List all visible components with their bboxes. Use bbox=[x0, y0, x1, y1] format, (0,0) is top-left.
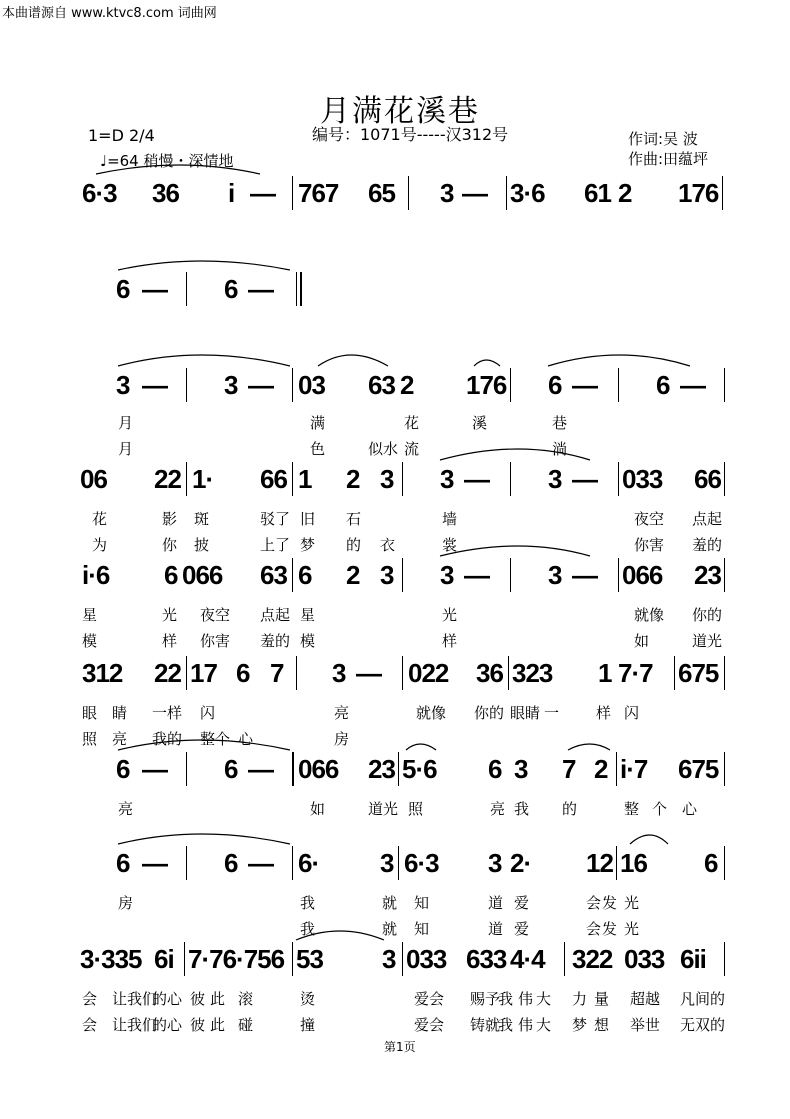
lyric-char: 羞的 bbox=[692, 536, 723, 554]
note: 066 bbox=[622, 560, 663, 590]
lyric-char: 夜空 bbox=[200, 606, 231, 624]
lyric-char: 梦 bbox=[572, 1016, 588, 1034]
note: 61 bbox=[584, 178, 611, 208]
lyric-char: 道 bbox=[488, 894, 504, 912]
note: 176 bbox=[678, 178, 719, 208]
lyric-char: 你的 bbox=[474, 704, 505, 722]
note: 2 bbox=[400, 370, 414, 400]
lyric-char: 光 bbox=[442, 606, 458, 624]
lyric-char: 如 bbox=[634, 632, 650, 650]
lyric-char: 发 bbox=[602, 920, 618, 938]
note: 6 bbox=[548, 370, 562, 400]
lyric-char: 知 bbox=[414, 894, 430, 912]
lyric-char: 爱会 bbox=[414, 1016, 445, 1034]
lyric-char: 让我们 bbox=[112, 990, 158, 1008]
lyric-char: 就像 bbox=[416, 704, 447, 722]
note: 53 bbox=[296, 944, 323, 974]
note: 3 bbox=[224, 370, 238, 400]
serial-number: 编号：1071号-----汉312号 bbox=[312, 125, 509, 144]
slur bbox=[474, 360, 500, 366]
lyric-char: 伟 bbox=[518, 990, 534, 1008]
note: 23 bbox=[694, 560, 721, 590]
slur bbox=[296, 931, 384, 940]
slur bbox=[96, 165, 260, 174]
lyric-char: 整 bbox=[624, 800, 640, 818]
note: i·7 bbox=[620, 754, 648, 784]
slur bbox=[118, 355, 290, 366]
note: 2 bbox=[594, 754, 608, 784]
note: 033 bbox=[622, 464, 663, 494]
lyric-char: 整个 bbox=[200, 730, 231, 748]
note: — bbox=[248, 848, 273, 878]
lyric-char: 的 bbox=[346, 536, 362, 554]
lyric-char: 就 bbox=[382, 920, 398, 938]
lyric-char: 照 bbox=[82, 730, 98, 748]
lyric-char: 个 bbox=[652, 800, 668, 818]
slur bbox=[440, 449, 590, 460]
lyric-char: 力 bbox=[572, 990, 588, 1008]
page-number: 第1页 bbox=[384, 1040, 416, 1054]
note: 1 bbox=[298, 464, 312, 494]
song-title: 月满花溪巷 bbox=[320, 94, 480, 129]
note: 323 bbox=[512, 658, 553, 688]
note: — bbox=[462, 178, 487, 208]
lyric-char: 会 bbox=[586, 894, 602, 912]
note: 6 bbox=[224, 848, 238, 878]
lyric-char: 的 bbox=[562, 800, 578, 818]
slur bbox=[318, 355, 388, 366]
note: 3 bbox=[440, 178, 454, 208]
lyric-char: 想 bbox=[594, 1016, 610, 1034]
note: i bbox=[228, 178, 235, 208]
lyric-char: 照 bbox=[408, 800, 424, 818]
note: — bbox=[572, 464, 597, 494]
lyric-char: 发 bbox=[602, 894, 618, 912]
lyric-char: 会 bbox=[586, 920, 602, 938]
lyric-char: 样 bbox=[162, 632, 178, 650]
lyric-char: 墙 bbox=[442, 510, 458, 528]
note: — bbox=[248, 274, 273, 304]
note: — bbox=[142, 370, 167, 400]
lyric-char: 斑 bbox=[194, 510, 210, 528]
note: 675 bbox=[678, 754, 719, 784]
lyric-char: 超越 bbox=[630, 990, 661, 1008]
lyric-char: 此 bbox=[210, 990, 226, 1008]
lyric-char: 光 bbox=[624, 894, 640, 912]
lyric-char: 巷 bbox=[552, 414, 568, 432]
note: — bbox=[572, 370, 597, 400]
slur bbox=[440, 546, 590, 556]
lyric-char: 点起 bbox=[260, 606, 291, 624]
lyric-char: 让我们 bbox=[112, 1016, 158, 1034]
lyric-char: 亮 bbox=[112, 730, 128, 748]
lyric-char: 亮 bbox=[334, 704, 350, 722]
lyric-char: 无双的 bbox=[680, 1016, 726, 1034]
note: 6 bbox=[164, 560, 178, 590]
note: 3 bbox=[440, 464, 454, 494]
lyric-char: 模 bbox=[300, 632, 316, 650]
note: 6 bbox=[298, 560, 312, 590]
lyric-char: 模 bbox=[82, 632, 98, 650]
note: 3 bbox=[488, 848, 502, 878]
lyric-char: 流 bbox=[404, 440, 420, 458]
lyric-char: 的心 bbox=[152, 1016, 183, 1034]
lyric-char: 似水 bbox=[368, 440, 399, 458]
note: — bbox=[464, 464, 489, 494]
note: 312 bbox=[82, 658, 123, 688]
lyric-char: 赐予 bbox=[470, 990, 501, 1008]
lyric-char: 亮 bbox=[118, 800, 134, 818]
lyric-char: 我 bbox=[514, 800, 530, 818]
lyricist: 作词:吴 波 bbox=[628, 130, 698, 148]
note: 3 bbox=[116, 370, 130, 400]
note: 22 bbox=[154, 464, 181, 494]
note: 2 bbox=[618, 178, 632, 208]
lyric-char: 溪 bbox=[472, 414, 488, 432]
source-header: 本曲谱源自 www.ktvc8.com 词曲网 bbox=[2, 6, 217, 21]
note: 3 bbox=[380, 848, 394, 878]
note: — bbox=[248, 754, 273, 784]
note: 3 bbox=[548, 464, 562, 494]
lyric-char: 满 bbox=[310, 414, 326, 432]
note: 6 bbox=[236, 658, 250, 688]
note: 3·335 bbox=[80, 944, 142, 974]
note: 7·7 bbox=[618, 658, 653, 688]
lyric-char: 房 bbox=[334, 730, 350, 748]
lyric-char: 大 bbox=[536, 990, 552, 1008]
note: — bbox=[464, 560, 489, 590]
note: 6 bbox=[656, 370, 670, 400]
lyric-char: 上了 bbox=[260, 536, 291, 554]
note: — bbox=[680, 370, 705, 400]
lyric-char: 你的 bbox=[692, 606, 723, 624]
note: 6 bbox=[116, 754, 130, 784]
slur bbox=[630, 835, 668, 844]
note: — bbox=[142, 754, 167, 784]
note: 03 bbox=[298, 370, 325, 400]
note: 6 bbox=[116, 848, 130, 878]
slur bbox=[568, 744, 610, 750]
note: 767 bbox=[298, 178, 339, 208]
lyric-char: 光 bbox=[624, 920, 640, 938]
lyric-char: 我 bbox=[300, 920, 316, 938]
tempo-marking: ♩=64 稍慢・深情地 bbox=[100, 152, 234, 170]
lyric-char: 彼 bbox=[190, 1016, 206, 1034]
note: 033 bbox=[624, 944, 665, 974]
lyric-char: 衣 bbox=[380, 536, 396, 554]
lyric-char: 闪 bbox=[200, 704, 216, 722]
lyric-char: 点起 bbox=[692, 510, 723, 528]
note: 6·3 bbox=[82, 178, 117, 208]
note: 5·6 bbox=[402, 754, 437, 784]
note: 66 bbox=[260, 464, 287, 494]
lyric-char: 爱 bbox=[514, 894, 530, 912]
lyric-char: 就像 bbox=[634, 606, 665, 624]
lyric-char: 旧 bbox=[300, 510, 316, 528]
note: 2· bbox=[510, 848, 532, 878]
note: — bbox=[250, 178, 275, 208]
lyric-char: 就 bbox=[382, 894, 398, 912]
note: 6ii bbox=[680, 944, 706, 974]
lyric-char: 羞的 bbox=[260, 632, 291, 650]
note: 066 bbox=[182, 560, 223, 590]
slur bbox=[118, 261, 290, 270]
lyric-char: 爱会 bbox=[414, 990, 445, 1008]
note: 6 bbox=[116, 274, 130, 304]
lyric-char: 月 bbox=[118, 440, 134, 458]
lyric-char: 我 bbox=[498, 990, 514, 1008]
note: i·6 bbox=[82, 560, 110, 590]
note: 7·76·756 bbox=[188, 944, 285, 974]
note: — bbox=[248, 370, 273, 400]
lyric-char: 的心 bbox=[152, 990, 183, 1008]
note: 3 bbox=[440, 560, 454, 590]
note: 3·6 bbox=[510, 178, 545, 208]
lyric-char: 知 bbox=[414, 920, 430, 938]
note: 22 bbox=[154, 658, 181, 688]
lyric-char: 睛 bbox=[112, 704, 128, 722]
lyric-char: 样 bbox=[596, 704, 612, 722]
lyric-char: 夜空 bbox=[634, 510, 665, 528]
lyric-char: 道 bbox=[488, 920, 504, 938]
lyric-char: 闪 bbox=[624, 704, 640, 722]
note: 3 bbox=[380, 464, 394, 494]
lyric-char: 道光 bbox=[692, 632, 723, 650]
note: 2 bbox=[346, 464, 360, 494]
note: 3 bbox=[382, 944, 396, 974]
lyric-char: 量 bbox=[594, 990, 610, 1008]
lyric-char: 举世 bbox=[630, 1016, 661, 1034]
lyric-char: 你害 bbox=[634, 536, 665, 554]
slur bbox=[406, 744, 436, 750]
note: 63 bbox=[260, 560, 287, 590]
lyric-char: 凡间的 bbox=[680, 990, 726, 1008]
lyric-char: 淌 bbox=[552, 440, 568, 458]
note: 06 bbox=[80, 464, 107, 494]
note: 6·3 bbox=[404, 848, 439, 878]
lyric-char: 会 bbox=[82, 1016, 98, 1034]
note: 66 bbox=[694, 464, 721, 494]
lyric-char: 大 bbox=[536, 1016, 552, 1034]
lyric-char: 你 bbox=[162, 536, 178, 554]
lyric-char: 心 bbox=[682, 800, 698, 818]
note: 3 bbox=[548, 560, 562, 590]
note: — bbox=[142, 848, 167, 878]
slur bbox=[118, 740, 290, 750]
note: 3 bbox=[380, 560, 394, 590]
lyric-char: 披 bbox=[194, 536, 210, 554]
note: — bbox=[142, 274, 167, 304]
note: 6 bbox=[488, 754, 502, 784]
note: 7 bbox=[562, 754, 576, 784]
lyric-char: 伟 bbox=[518, 1016, 534, 1034]
lyric-char: 裳 bbox=[442, 536, 458, 554]
lyric-char: 我 bbox=[300, 894, 316, 912]
note: 3 bbox=[332, 658, 346, 688]
lyric-char: 石 bbox=[346, 510, 362, 528]
note: 675 bbox=[678, 658, 719, 688]
note: 36 bbox=[476, 658, 503, 688]
lyric-char: 撞 bbox=[300, 1016, 316, 1034]
note: 36 bbox=[152, 178, 179, 208]
slur bbox=[118, 834, 290, 844]
note: 1 bbox=[598, 658, 612, 688]
note: 1· bbox=[192, 464, 214, 494]
composer: 作曲:田蕴坪 bbox=[628, 150, 709, 168]
note: 6i bbox=[154, 944, 174, 974]
lyric-char: 烫 bbox=[300, 990, 316, 1008]
note: 322 bbox=[572, 944, 613, 974]
slur bbox=[548, 355, 690, 366]
lyric-char: 心 bbox=[238, 730, 254, 748]
lyric-char: 驳了 bbox=[260, 510, 291, 528]
lyric-char: 色 bbox=[310, 440, 326, 458]
lyric-char: 如 bbox=[310, 800, 326, 818]
note: 23 bbox=[368, 754, 395, 784]
note: 6 bbox=[224, 274, 238, 304]
note: 16 bbox=[620, 848, 647, 878]
lyric-char: 彼 bbox=[190, 990, 206, 1008]
note: 65 bbox=[368, 178, 395, 208]
lyric-char: 星 bbox=[82, 606, 98, 624]
lyric-char: 花 bbox=[92, 510, 108, 528]
note: 022 bbox=[408, 658, 449, 688]
lyric-char: 铸就 bbox=[470, 1016, 501, 1034]
key-signature: 1=D 2/4 bbox=[88, 126, 155, 145]
lyric-char: 会 bbox=[82, 990, 98, 1008]
lyric-char: 梦 bbox=[300, 536, 316, 554]
note: 6· bbox=[298, 848, 320, 878]
lyric-char: 花 bbox=[404, 414, 420, 432]
lyric-char: 样 bbox=[442, 632, 458, 650]
note: 17 bbox=[190, 658, 217, 688]
note: — bbox=[572, 560, 597, 590]
note: 633 bbox=[466, 944, 507, 974]
lyric-char: 一 bbox=[544, 704, 560, 722]
lyric-char: 爱 bbox=[514, 920, 530, 938]
lyric-char: 月 bbox=[118, 414, 134, 432]
note: 63 bbox=[368, 370, 395, 400]
lyric-char: 为 bbox=[92, 536, 108, 554]
lyric-char: 我 bbox=[498, 1016, 514, 1034]
note: 12 bbox=[586, 848, 613, 878]
note: 033 bbox=[406, 944, 447, 974]
note: 3 bbox=[514, 754, 528, 784]
lyric-char: 房 bbox=[118, 894, 134, 912]
note: 6 bbox=[224, 754, 238, 784]
lyric-char: 眼 bbox=[82, 704, 98, 722]
lyric-char: 我的 bbox=[152, 730, 183, 748]
lyric-char: 一样 bbox=[152, 704, 183, 722]
note: 6 bbox=[704, 848, 718, 878]
lyric-char: 影 bbox=[162, 510, 178, 528]
lyric-char: 光 bbox=[162, 606, 178, 624]
note: 066 bbox=[298, 754, 339, 784]
lyric-char: 此 bbox=[210, 1016, 226, 1034]
note: 2 bbox=[346, 560, 360, 590]
note: — bbox=[356, 658, 381, 688]
lyric-char: 眼睛 bbox=[510, 704, 541, 722]
lyric-char: 滚 bbox=[238, 990, 254, 1008]
note: 4·4 bbox=[510, 944, 545, 974]
lyric-char: 你害 bbox=[200, 632, 231, 650]
lyric-char: 碰 bbox=[238, 1016, 254, 1034]
note: 7 bbox=[270, 658, 284, 688]
lyric-char: 道光 bbox=[368, 800, 399, 818]
lyric-char: 亮 bbox=[490, 800, 506, 818]
note: 176 bbox=[466, 370, 507, 400]
lyric-char: 星 bbox=[300, 606, 316, 624]
